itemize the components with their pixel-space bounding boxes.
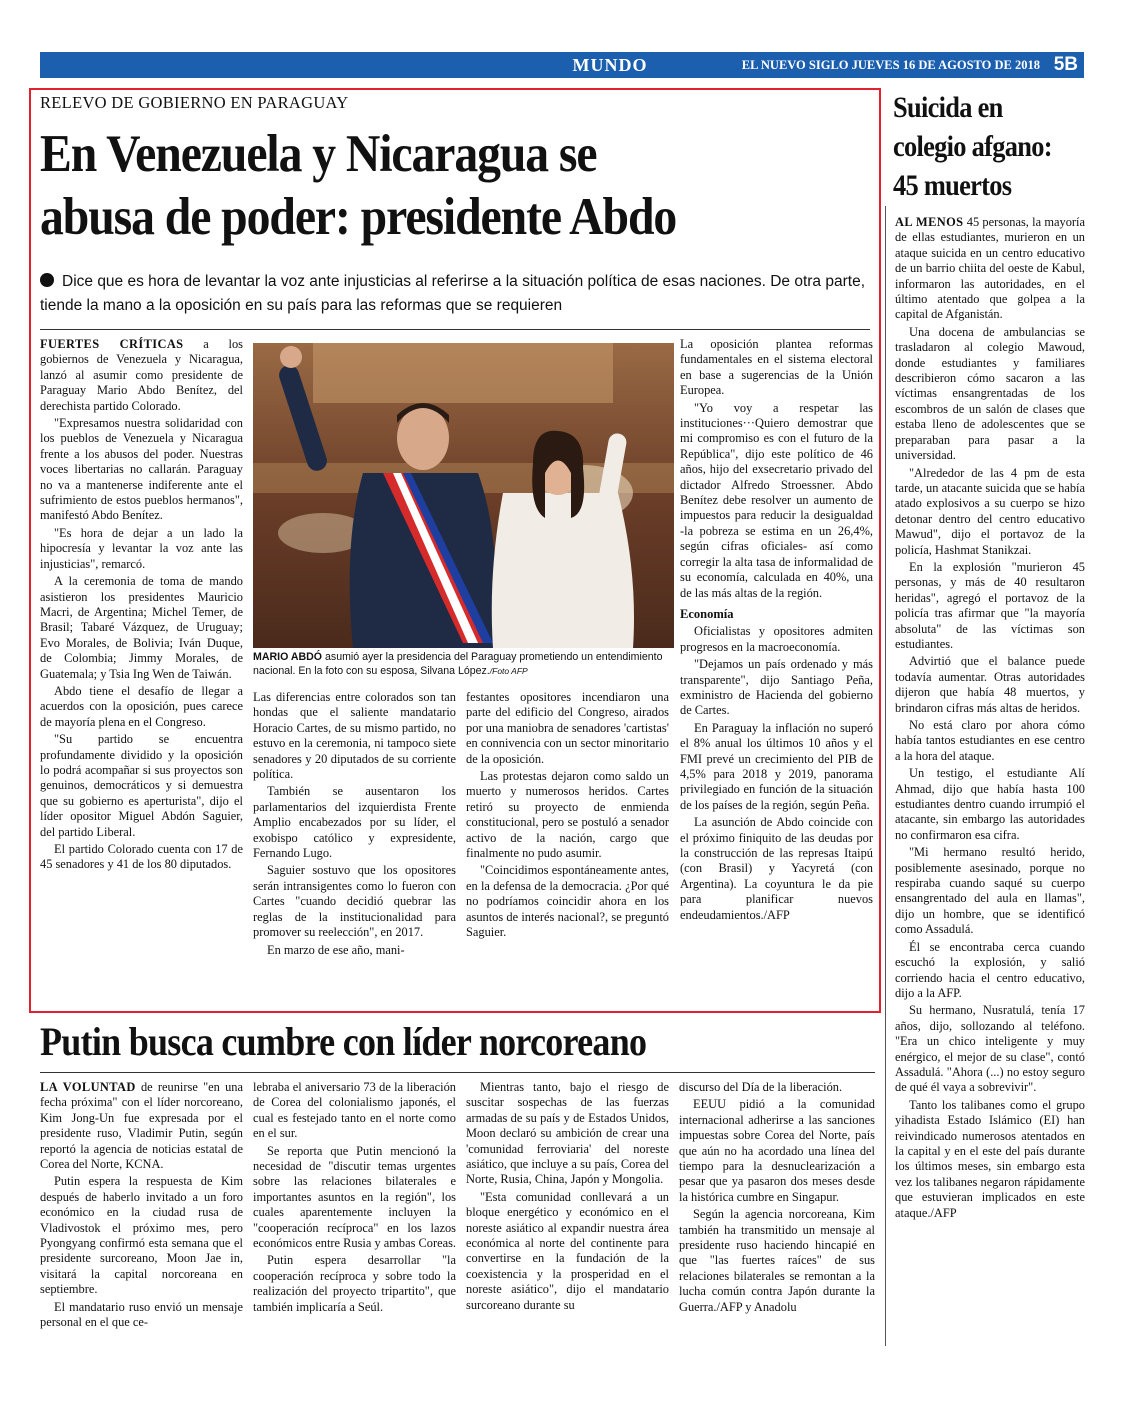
- divider: [40, 329, 870, 330]
- photo-caption: [253, 651, 674, 678]
- paragraph: La oposición plantea reformas fundamentales en el sistema electoral en base a sugerencias de la Unión Europea.: [680, 337, 873, 398]
- main-story-headline: [40, 123, 868, 249]
- paragraph: El partido Colorado cuenta con 17 de 45 senadores y 41 de los 80 diputados.: [40, 842, 243, 872]
- paragraph: festantes opositores incendiaron una parte del edificio del Congreso, airados por una maniobra de senadores 'cartistas' en connivencia con un sector minoritario de la oposición.: [466, 690, 669, 766]
- side-story-column: [895, 215, 1085, 1223]
- main-story-kicker: RELEVO DE GOBIERNO EN PARAGUAY: [40, 93, 349, 112]
- paragraph: "Dejamos un país ordenado y más transparente", dijo Santiago Peña, exministro de Hacienda del gobierno de Cartes.: [680, 657, 873, 718]
- caption-lead: MARIO ABDÓ: [253, 651, 323, 663]
- paragraph: Oficialistas y opositores admiten progresos en la macroeconomía.: [680, 624, 873, 654]
- paragraph: Mientras tanto, bajo el riesgo de suscitar sospechas de las fuerzas armadas de su país y de Estados Unidos, Moon declaró su ambición de crear una 'comunidad ferroviaria' del noreste asiático, que incluye a su país, Corea del Norte, Rusia, China, Japón y Mongolia.: [466, 1080, 669, 1187]
- putin-story-column-3: [466, 1080, 669, 1315]
- headline-line-1: En Venezuela y Nicaragua se: [40, 125, 597, 183]
- paragraph: En la explosión "murieron 45 personas, y más de 40 resultaron heridas", agregó el portavoz de la policía tras afirmar que "la mayoría absoluta" de las víctimas son estudiantes.: [895, 559, 1085, 651]
- section-name: MUNDO: [572, 55, 648, 75]
- lead-in: FUERTES CRÍTICAS: [40, 337, 184, 351]
- paragraph: "Es hora de dejar a un lado la hipocresía y levantar la voz ante las injusticias", remarcó.: [40, 525, 243, 571]
- paragraph: EEUU pidió a la comunidad internacional adherirse a las sanciones impuestas sobre Corea del Norte, país que aún no ha acordado una línea del tiempo para la desnuclearización a pesar que ya pasaron dos meses desde la histórica cumbre en Singapur.: [679, 1097, 875, 1204]
- paragraph: Él se encontraba cerca cuando escuchó la explosión, y salió corriendo hacia el centro educativo, dijo a la AFP.: [895, 939, 1085, 1000]
- inauguration-photo: [253, 343, 674, 648]
- page-number: 5B: [1053, 54, 1078, 75]
- putin-story-column-2: [253, 1080, 456, 1317]
- publication-date: EL NUEVO SIGLO JUEVES 16 DE AGOSTO DE 2018: [741, 58, 1040, 72]
- paragraph: A la ceremonia de toma de mando asistieron los presidentes Mauricio Macri, de Argentina; Michel Temer, de Brasil; Tabaré Vázquez, de Uruguay; Evo Morales, de Bolivia; Iván Duque, de Colombia; Jimmy Morales, de Guatemala; y Tsia Ing Wen de Taiwán.: [40, 574, 243, 681]
- paragraph: Según la agencia norcoreana, Kim también ha transmitido un mensaje al presidente ruso haciendo hincapié en que "las fuertes raíces" de sus relaciones bilaterales se remontan a la lucha común contra Japón durante la Guerra./AFP y Anadolu: [679, 1207, 875, 1314]
- column-divider: [885, 206, 886, 1346]
- putin-story-column-4: [679, 1080, 875, 1317]
- paragraph: "Expresamos nuestra solidaridad con los pueblos de Venezuela y Nicaragua frente a los abusos del poder. Nuestras voces libertarias no callarán. Paraguay no va a mantenerse indiferente ante el sufrimiento de estos pueblos hermanos", manifestó Abdo Benítez.: [40, 416, 243, 523]
- paragraph: También se ausentaron los parlamentarios del izquierdista Frente Amplio encabezados por su líder, el exobispo católico y expresidente, Fernando Lugo.: [253, 784, 456, 861]
- header-bar: [40, 52, 1084, 78]
- putin-story-headline: Putin busca cumbre con líder norcoreano: [40, 1019, 647, 1064]
- caption-text: asumió ayer la presidencia del Paraguay prometiendo un entendimiento nacional. En la foto con su esposa, Silvana López.: [253, 651, 663, 677]
- paragraph: "Yo voy a respetar las instituciones···Quiero demostrar que mi compromiso es con el futuro de la República", dijo este político de 46 años, hijo del exsecretario privado del dictador Alfredo Stroessner. Abdo Benítez debe resolver un aumento de impuestos para reducir la desigualdad -la pobreza se estima en un 26,4%, según cifras oficiales- así como corregir la alta tasa de informalidad de su economía, calculada en 40%, una de las más altas de la región.: [680, 400, 873, 600]
- paragraph: FUERTES CRÍTICAS a los gobiernos de Venezuela y Nicaragua, lanzó al asumir como presidente de Paraguay Mario Abdo Benítez, del derechista partido Colorado.: [40, 337, 243, 413]
- headline-line-2: abusa de poder: presidente Abdo: [40, 188, 677, 246]
- paragraph: Se reporta que Putin mencionó la necesidad de "discutir temas urgentes sobre las relaciones bilaterales e importantes asuntos en la región", los cuales aparentemente incluyen la "cooperación recíproca" en los lazos económicos entre Rusia y ambas Coreas.: [253, 1143, 457, 1251]
- side-story-headline: Suicida en colegio afgano: 45 muertos: [893, 91, 1052, 202]
- putin-story-column-1: [40, 1080, 243, 1333]
- paragraph: Advirtió que el balance puede todavía aumentar. Otras autoridades dijeron que había 48 muertos, y brindaron cifras más altas de heridos.: [895, 654, 1085, 715]
- paragraph: La asunción de Abdo coincide con el próximo finiquito de las deudas por la construcción de las represas Itaipú (con Brasil) y Yacyretá (con Argentina). La coyuntura le da pie para planificar nuevos endeudamientos./AFP: [680, 815, 873, 922]
- paragraph: "Mi hermano resultó herido, posiblemente asesinado, porque no respiraba cuando saqué su cuerpo ensangrentado del aula en llamas", dijo un hombre, que se identificó como Assadulá.: [895, 845, 1085, 937]
- paragraph: Las diferencias entre colorados son tan hondas que el saliente mandatario Horacio Cartes, de su mismo partido, no estuvo en la ceremonia, ni tampoco siete senadores y 20 diputados de su corriente política.: [253, 690, 456, 782]
- paragraph: LA VOLUNTAD de reunirse "en una fecha próxima" con el líder norcoreano, Kim Jong-Un fue expresada por el presidente ruso, Vladimir Putin, según reportó la agencia de noticias estatal de Corea del Norte, KCNA.: [40, 1080, 243, 1172]
- lead-in: LA VOLUNTAD: [40, 1080, 136, 1094]
- paragraph: Las protestas dejaron como saldo un muerto y numerosos heridos. Cartes retiró su proyecto de enmienda constitucional, pero se postuló a senador activo de la nación, cargo que finalmente no pudo asumir.: [466, 769, 669, 861]
- divider: [40, 1072, 875, 1073]
- paragraph: Putin espera la respuesta de Kim después de haberlo invitado a un foro económico en la ciudad rusa de Vladivostok el próximo mes, pero Pyongyang confirmó esta semana que el presidente surcoreano, Moon Jae in, visitará la capital norcoreana en septiembre.: [40, 1174, 243, 1297]
- subheading: Economía: [680, 606, 734, 621]
- paragraph: Abdo tiene el desafío de llegar a acuerdos con la oposición, pues carece de mayoría plena en el Congreso.: [40, 683, 243, 729]
- paragraph: El mandatario ruso envió un mensaje personal en el que ce-: [40, 1299, 243, 1330]
- paragraph: discurso del Día de la liberación.: [679, 1080, 843, 1094]
- paragraph: Tanto los talibanes como el grupo yihadista Estado Islámico (EI) han reivindicado numerosos atentados en la capital y en el este del país durante los últimos meses, sin embargo esta vez los talibanes negaron rápidamente que estuvieran implicados en este ataque./AFP: [895, 1097, 1085, 1220]
- paragraph: "Su partido se encuentra profundamente dividido y la oposición lo podrá acompañar si sus proyectos son genuinos, democráticos y si demuestra que su gobierno es aperturista", dijo el líder opositor Miguel Abdón Saguier, del partido Liberal.: [40, 732, 243, 839]
- paragraph: En Paraguay la inflación no superó el 8% anual los últimos 10 años y el FMI prevé un crecimiento del PIB de 4,5% para 2018 y 2019, panorama privilegiado en función de la situación de los países de la región, según Peña.: [680, 720, 873, 812]
- paragraph: "Alrededor de las 4 pm de esta tarde, un atacante suicida que se había atado explosivos a su cuerpo se hizo detonar dentro del centro educativo Mawud", dijo el portavoz de la policía, Hashmat Stanikzai.: [895, 465, 1085, 557]
- paragraph: No está claro por ahora cómo había tantos estudiantes en ese centro a la hora del ataque.: [895, 718, 1085, 763]
- paragraph: Su hermano, Nusratulá, tenía 17 años, dijo, sollozando al teléfono. "Era un chico inteligente y muy enérgico, el mejor de su clase", contó Assadulá. "Ahora (...) no estoy seguro de qué él vaya a sobrevivir".: [895, 1003, 1085, 1095]
- main-story-column-1: [40, 337, 243, 875]
- photo-illustration: [253, 343, 674, 648]
- paragraph: Una docena de ambulancias se trasladaron al colegio Mawoud, donde estudiantes y familiares describieron cómo sacaron a las víctimas ensangrentadas de los escombros de un salón de clases que estaba lleno de adolescentes que se preparaban para pasar a la universidad.: [895, 324, 1085, 463]
- paragraph: "Coincidimos espontáneamente antes, en la defensa de la democracia. ¿Por qué no podríamos coincidir ahora en los asuntos de interés nacional?, se preguntó Saguier.: [466, 863, 669, 940]
- main-story-column-4: [680, 337, 873, 925]
- lead-in: AL MENOS: [895, 215, 964, 229]
- main-story-summary: [40, 270, 875, 318]
- paragraph: Saguier sostuvo que los opositores serán intransigentes como lo fueron con Cartes "cuando decidió quebrar las reglas de la institucionalidad para promover su reelección", en 2017.: [253, 863, 456, 940]
- photo-credit: /Foto AFP: [489, 665, 528, 676]
- paragraph: Un testigo, el estudiante Alí Ahmad, dijo que había hasta 100 estudiantes dentro cuando irrumpió el atacante, sin embargo las autoridades no confirmaron esa cifra.: [895, 766, 1085, 842]
- main-story-column-3: [466, 690, 669, 943]
- summary-text: Dice que es hora de levantar la voz ante injusticias al referirse a la situación política de esas naciones. De otra parte, tiende la mano a la oposición en su país para las reformas que se requieren: [40, 273, 865, 314]
- paragraph: AL MENOS 45 personas, la mayoría de ellas estudiantes, murieron en un ataque suicida en un centro educativo de un barrio chiita del oeste de Kabul, informaron las autoridades, en el último atentado que golpea a la capital de Afganistán.: [895, 215, 1085, 322]
- paragraph: En marzo de ese año, mani-: [267, 942, 405, 957]
- paragraph: lebraba el aniversario 73 de la liberación de Corea del colonialismo japonés, el cual es festejado tanto en el norte como en el sur.: [253, 1080, 456, 1141]
- main-story-column-2: [253, 690, 456, 960]
- paragraph: Putin espera desarrollar "la cooperación recíproca y sobre todo la realización del proyecto tripartito", que también implicaría a Seúl.: [253, 1253, 456, 1314]
- paragraph: "Esta comunidad conllevará a un bloque energético y económico en el noreste asiático al expandir nuestra área económica al norte del continente para convertirse en la fundación de la coexistencia y la prosperidad en el noreste asiático", dijo el mandatario surcoreano durante su: [466, 1189, 669, 1312]
- bullet-icon: [40, 273, 54, 287]
